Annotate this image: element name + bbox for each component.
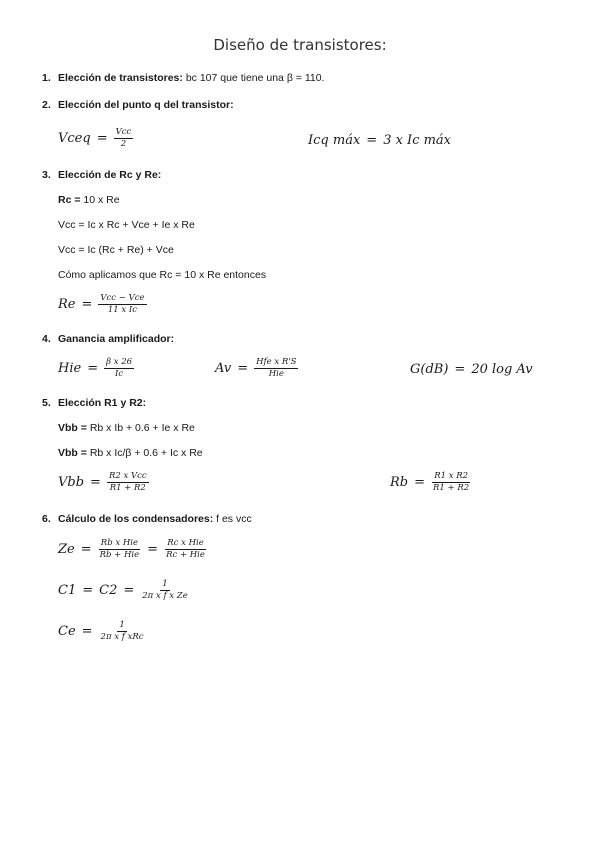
section-number: 2. [42, 99, 51, 111]
denominator: R1 + R2 [433, 483, 470, 494]
section-number: 1. [42, 72, 51, 84]
numerator: 1 [117, 621, 126, 632]
denominator: 2 [120, 139, 127, 150]
bold-label: Vbb = [58, 422, 87, 434]
text-line-vcc-1: Vcc = Ic x Rc + Vce + Ie x Re [58, 219, 195, 231]
numerator: Rc x Hie [165, 539, 206, 550]
equals-sign: = [147, 542, 159, 558]
equals-sign: = [82, 583, 94, 599]
text-line-note: Cómo aplicamos que Rc = 10 x Re entonces [58, 269, 267, 281]
equals-sign: = [414, 475, 426, 491]
section-number: 4. [42, 333, 51, 345]
fraction [99, 621, 146, 643]
text-line-vbb-2 [58, 447, 203, 459]
section-2-title: Elección del punto q del transistor: [58, 99, 234, 111]
numerator: Vcc − Vce [98, 294, 146, 305]
section-1-title: Elección de transistores: [58, 72, 183, 84]
formula-mid: C2 [99, 583, 118, 599]
page-title: Diseño de transistores: [213, 36, 387, 54]
formula-re [58, 294, 147, 316]
section-number: 3. [42, 169, 51, 181]
fraction [98, 539, 142, 561]
section-5-heading [42, 397, 146, 409]
denominator: 2π x f xRc [100, 632, 144, 643]
section-number: 5. [42, 397, 51, 409]
formula-lhs: Ce [58, 624, 76, 640]
equals-sign: = [90, 475, 101, 491]
fraction [140, 580, 189, 602]
equals-sign: = [237, 361, 249, 377]
formula-lhs: Rb [390, 475, 409, 491]
text-line-rc [58, 194, 120, 206]
denominator: Rc + Hie [166, 550, 205, 561]
equals-sign: = [80, 542, 92, 558]
formula-hie [58, 358, 134, 380]
section-6-title: Cálculo de los condensadores: [58, 513, 214, 525]
numerator: R2 x Vcc [107, 472, 149, 483]
formula-av [215, 358, 298, 380]
denominator: 11 x Ic [107, 305, 138, 316]
fraction [164, 539, 207, 561]
formula-ce [58, 621, 146, 643]
fraction [98, 294, 146, 316]
formula-lhs: Icq máx [308, 133, 361, 148]
formula-lhs: Re [58, 297, 76, 313]
fraction [431, 472, 471, 494]
formula-lhs: Hie [58, 361, 82, 377]
equals-sign: = [81, 297, 93, 313]
formula-lhs: C1 [58, 583, 77, 599]
numerator: Vcc [114, 128, 134, 139]
formula-vceq [58, 128, 133, 150]
formula-lhs: Av [215, 361, 232, 377]
section-4-heading [42, 333, 174, 345]
section-6-text: f es vcc [216, 513, 252, 525]
formula-lhs: Vceq [58, 131, 91, 147]
section-3-title: Elección de Rc y Re: [58, 169, 162, 181]
fraction [104, 358, 134, 380]
numerator: R1 x R2 [432, 472, 470, 483]
line-text: Rb x Ib + 0.6 + Ie x Re [89, 422, 195, 434]
formula-rb [390, 472, 471, 494]
equals-sign: = [96, 131, 108, 147]
fraction [114, 128, 134, 150]
denominator: R1 + R2 [109, 483, 146, 494]
formula-ze [58, 539, 207, 561]
formula-vbb [58, 472, 149, 494]
section-6-heading [42, 513, 252, 525]
numerator: Hfe x R'S [254, 358, 298, 369]
denominator: Ic [115, 369, 124, 380]
equals-sign: = [454, 362, 466, 377]
section-number: 6. [42, 513, 51, 525]
formula-c1-c2 [58, 580, 190, 602]
formula-rhs: 20 log Av [471, 362, 533, 377]
formula-icq-max [308, 133, 451, 148]
equals-sign: = [123, 583, 135, 599]
denominator: Hie [268, 369, 284, 380]
text-line-vcc-2: Vcc = Ic (Rc + Re) + Vce [58, 244, 174, 256]
denominator: Rb + Hie [99, 550, 140, 561]
formula-lhs: Vbb [58, 475, 85, 491]
numerator: 1 [160, 580, 169, 591]
equals-sign: = [81, 624, 93, 640]
fraction [254, 358, 298, 380]
section-5-title: Elección R1 y R2: [58, 397, 147, 409]
fraction [107, 472, 149, 494]
section-3-heading [42, 169, 161, 181]
formula-lhs: G(dB) [410, 362, 449, 377]
section-2-heading [42, 99, 234, 111]
section-1-heading [42, 72, 324, 84]
line-text: 10 x Re [83, 194, 120, 206]
section-1-text: bc 107 que tiene una β = 110. [185, 72, 325, 84]
text-line-vbb-1 [58, 422, 195, 434]
numerator: β x 26 [104, 358, 134, 369]
formula-rhs: 3 x Ic máx [383, 133, 452, 148]
equals-sign: = [366, 133, 378, 148]
bold-label: Rc = [58, 194, 81, 206]
formula-gain-db [410, 362, 533, 377]
bold-label: Vbb = [58, 447, 87, 459]
formula-lhs: Ze [58, 542, 75, 558]
section-4-title: Ganancia amplificador: [58, 333, 175, 345]
numerator: Rb x Hie [99, 539, 140, 550]
denominator: 2π x f x Ze [142, 591, 188, 602]
line-text: Rb x Ic/β + 0.6 + Ic x Re [89, 447, 203, 459]
equals-sign: = [87, 361, 99, 377]
